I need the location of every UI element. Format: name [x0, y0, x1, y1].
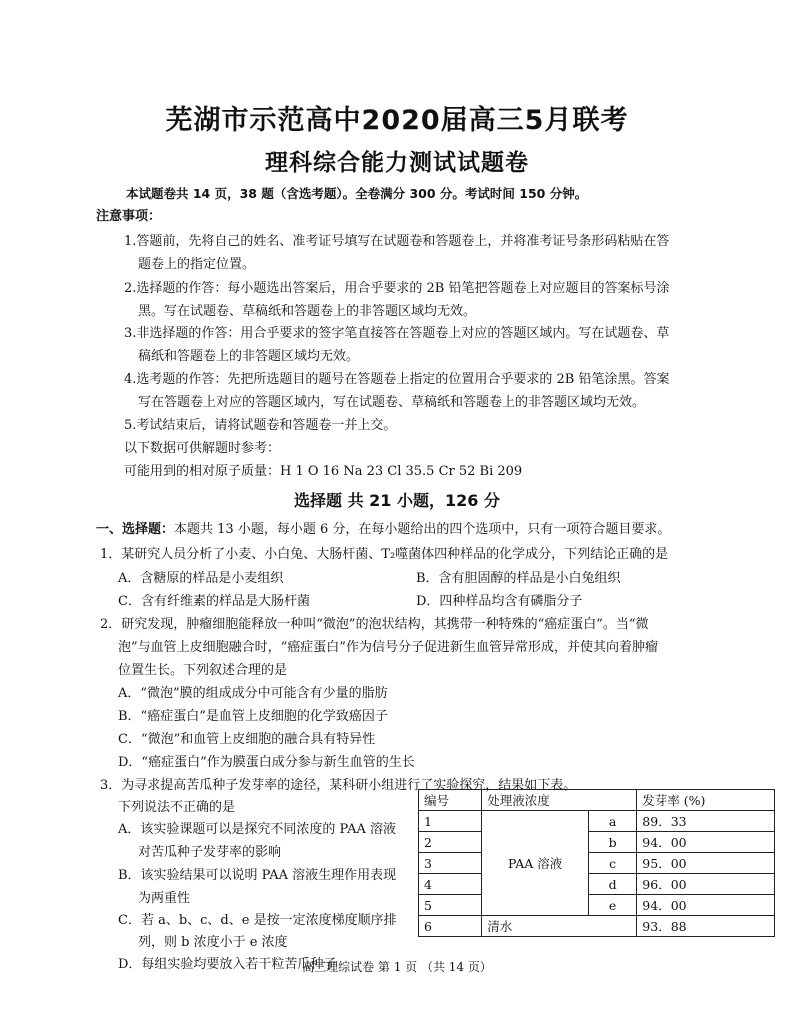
rate-cell: 89．33 [637, 811, 775, 832]
treatment-cell: 清水 [482, 916, 637, 937]
rate-cell: 94．00 [637, 832, 775, 853]
question-1-option-d: D．四种样品均含有磷脂分子 [416, 594, 583, 609]
atomic-mass-line: 可能用到的相对原子质量：H 1 O 16 Na 23 Cl 35.5 Cr 52 Bi 209 [124, 464, 523, 479]
question-3-option-c: 列，则 b 浓度小于 e 浓度 [138, 935, 288, 950]
table-row [419, 916, 775, 937]
table-row [419, 895, 775, 916]
table-header-row [419, 790, 775, 811]
table-row [419, 811, 775, 832]
section-title: 选择题 共 21 小题，126 分 [294, 491, 500, 510]
question-2-option-a: A．“微泡”膜的组成成分中可能含有少量的脂肪 [118, 686, 388, 701]
question-2-option-b: B．“癌症蛋白”是血管上皮细胞的化学致癌因子 [118, 709, 388, 724]
question-1-option-a: A．含糖原的样品是小麦组织 [118, 571, 284, 586]
question-2-stem: 2．研究发现，肿瘤细胞能释放一种叫“微泡”的泡状结构，其携带一种特殊的“癌症蛋白”。当“微 [100, 617, 649, 632]
note-line: 1.答题前，先将自己的姓名、准考证号填写在试题卷和答题卷上，并将准考证号条形码粘贴在答 [124, 234, 670, 249]
table-row [419, 832, 775, 853]
question-3-stem: 下列说法不正确的是 [118, 800, 236, 815]
question-1-stem: 1．某研究人员分析了小麦、小白兔、大肠杆菌、T₂噬菌体四种样品的化学成分，下列结论正确的是 [100, 547, 669, 562]
table-row [419, 853, 775, 874]
part-text: 本题共 13 小题，每小题 6 分，在每小题给出的四个选项中，只有一项符合题目要求。 [174, 522, 671, 537]
question-3-option-d: D．每组实验均要放入若干粒苦瓜种子 [118, 957, 337, 972]
question-1-option-b: B．含有胆固醇的样品是小白兔组织 [416, 571, 621, 586]
reference-line: 以下数据可供解题时参考： [124, 441, 281, 456]
exam-subtitle: 理科综合能力测试试题卷 [265, 150, 529, 176]
note-line: 5.考试结束后，请将试题卷和答题卷一并上交。 [124, 418, 397, 433]
part-instruction [96, 522, 670, 538]
table-header-cell: 编号 [419, 790, 482, 811]
question-3-option-b: B．该实验结果可以说明 PAA 溶液生理作用表现 [118, 868, 397, 883]
question-3-stem: 3．为寻求提高苦瓜种子发芽率的途径，某科研小组进行了实验探究，结果如下表。 [100, 778, 577, 793]
note-line: 写在答题卷上对应的答题区域内，写在试题卷、草稿纸和答题卷上的非答题区域均无效。 [138, 395, 646, 410]
table-header-cell: 处理液浓度 [482, 790, 637, 811]
note-line: 稿纸和答题卷上的非答题区域均无效。 [138, 349, 360, 364]
table-header-cell: 发芽率 (%) [637, 790, 775, 811]
page-footer: 高三理综试卷 第 1 页 （共 14 页） [302, 960, 492, 974]
question-2-option-d: D．“癌症蛋白”作为膜蛋白成分参与新生血管的生长 [118, 755, 415, 770]
question-3-option-a: 对苦瓜种子发芽率的影响 [138, 845, 282, 860]
question-2-option-c: C．“微泡”和血管上皮细胞的融合具有特异性 [118, 732, 376, 747]
notice-heading: 注意事项： [96, 209, 162, 224]
rate-cell: 94．00 [637, 895, 775, 916]
row-id: 6 [419, 916, 482, 937]
row-id: 5 [419, 895, 482, 916]
row-id: 3 [419, 853, 482, 874]
table-row [419, 874, 775, 895]
note-line: 题卷上的指定位置。 [138, 257, 256, 272]
question-2-stem: 泡”与血管上皮细胞融合时，“癌症蛋白”作为信号分子促进新生血管异常形成，并使其向着肿瘤 [118, 640, 658, 655]
exam-title: 芜湖市示范高中2020届高三5月联考 [165, 105, 629, 136]
question-3-option-a: A．该实验课题可以是探究不同浓度的 PAA 溶液 [118, 822, 396, 837]
treatment-cell: PAA 溶液 [482, 811, 589, 916]
note-line: 3.非选择题的作答：用合乎要求的签字笔直接答在答题卷上对应的答题区域内。写在试题卷、草 [124, 326, 670, 341]
row-id: 2 [419, 832, 482, 853]
note-line: 2.选择题的作答：每小题选出答案后，用合乎要求的 2B 铅笔把答题卷上对应题目的答案标号涂 [124, 281, 670, 296]
question-1-option-c: C．含有纤维素的样品是大肠杆菌 [118, 594, 310, 609]
part-heading: 一、选择题： [96, 522, 175, 537]
question-3-option-b: 为两重性 [138, 891, 191, 906]
note-line: 黑。写在试题卷、草稿纸和答题卷上的非答题区域均无效。 [138, 304, 477, 319]
concentration-cell: c [588, 853, 636, 874]
concentration-cell: a [588, 811, 636, 832]
concentration-cell: e [588, 895, 636, 916]
question-2-stem: 位置生长。下列叙述合理的是 [118, 663, 288, 678]
row-id: 4 [419, 874, 482, 895]
note-line: 4.选考题的作答：先把所选题目的题号在答题卷上指定的位置用合乎要求的 2B 铅笔涂黑。答案 [124, 372, 670, 387]
concentration-cell: b [588, 832, 636, 853]
rate-cell: 93．88 [637, 916, 775, 937]
row-id: 1 [419, 811, 482, 832]
germination-table [418, 789, 775, 937]
intro-line: 本试题卷共 14 页，38 题（含选考题）。全卷满分 300 分。考试时间 150 分钟。 [126, 186, 588, 201]
rate-cell: 96．00 [637, 874, 775, 895]
question-3-option-c: C．若 a、b、c、d、e 是按一定浓度梯度顺序排 [118, 913, 397, 928]
concentration-cell: d [588, 874, 636, 895]
rate-cell: 95．00 [637, 853, 775, 874]
